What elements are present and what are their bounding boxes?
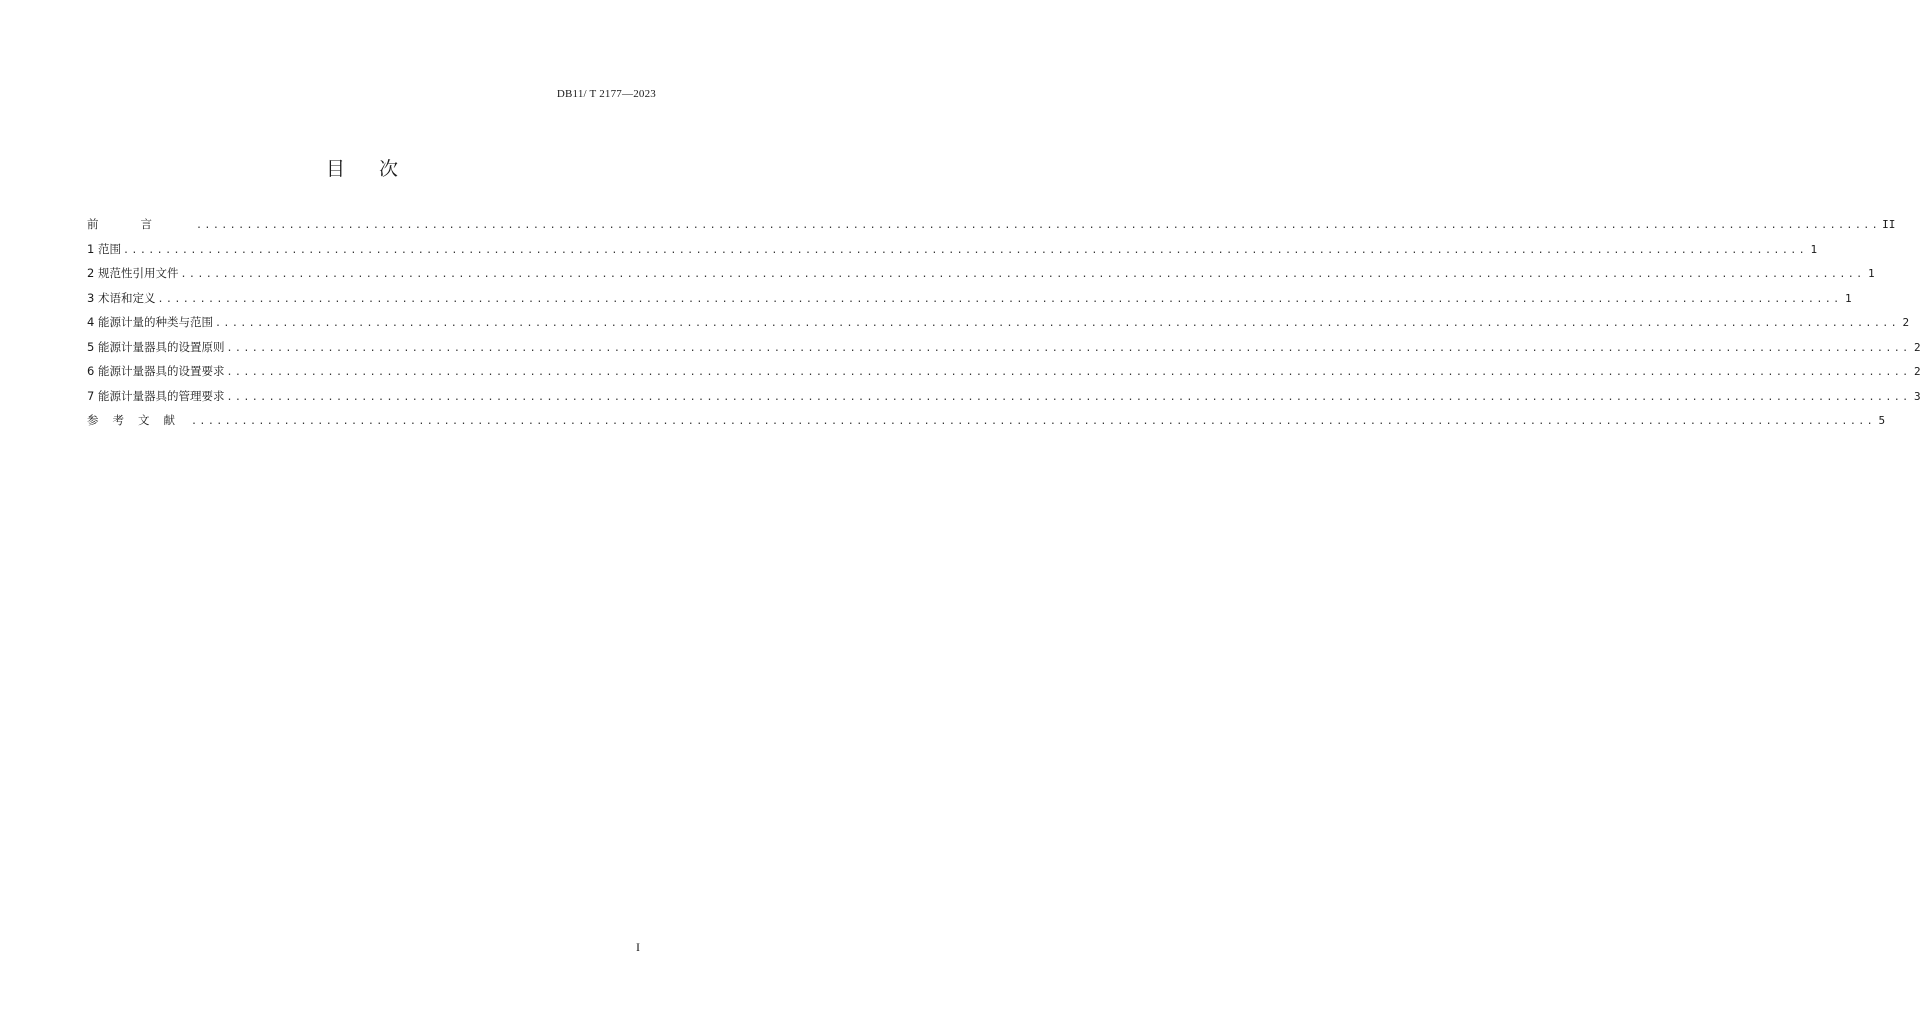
table-of-contents (87, 216, 1921, 437)
toc-entry[interactable] (87, 339, 1921, 364)
toc-entry-page: 1 (1810, 242, 1818, 256)
toc-leader-dots: ........................................................................................................................................................................................................ (226, 391, 1911, 403)
toc-entry-page: 3 (1913, 389, 1921, 403)
toc-entry-label: 6 能源计量器具的设置要求 (87, 364, 225, 378)
toc-leader-dots: ........................................................................................................................................................................................................ (180, 269, 1865, 280)
toc-entry-page: 2 (1913, 365, 1921, 378)
toc-leader-dots: ........................................................................................................................................................................................................ (196, 220, 1881, 231)
toc-entry-label: 前言 (87, 217, 194, 231)
toc-entry-page: 2 (1913, 340, 1921, 354)
page-title (0, 154, 724, 181)
toc-entry[interactable] (87, 216, 1896, 241)
toc-entry[interactable] (87, 388, 1921, 413)
toc-leader-dots: ........................................................................................................................................................................................................ (226, 342, 1911, 354)
toc-entry-label: 7 能源计量器具的管理要求 (87, 388, 225, 403)
toc-entry-label: 1 范围 (87, 241, 121, 256)
toc-entry[interactable] (87, 265, 1875, 290)
toc-entry-page: 1 (1844, 291, 1852, 305)
toc-leader-dots: ........................................................................................................................................................................................................ (157, 293, 1842, 305)
toc-entry-label: 参考文献 (87, 413, 189, 427)
document-code: DB11/ T 2177—2023 (556, 88, 656, 100)
toc-entry[interactable] (87, 290, 1852, 315)
toc-entry-label: 3 术语和定义 (87, 290, 156, 305)
toc-entry-label: 5 能源计量器具的设置原则 (87, 339, 225, 354)
toc-leader-dots: ........................................................................................................................................................................................................ (191, 416, 1876, 427)
toc-entry[interactable] (87, 363, 1921, 388)
toc-entry[interactable] (87, 241, 1818, 266)
toc-leader-dots: ........................................................................................................................................................................................................ (122, 244, 1808, 256)
title-char-1: 目 (325, 158, 345, 180)
toc-entry-label: 2 规范性引用文件 (87, 266, 179, 280)
page-number: I (636, 940, 640, 954)
toc-entry[interactable] (87, 412, 1886, 437)
title-char-2: 次 (379, 158, 399, 180)
toc-entry-page: 5 (1878, 414, 1886, 427)
toc-entry-page: 1 (1867, 267, 1875, 280)
toc-leader-dots: ........................................................................................................................................................................................................ (226, 367, 1911, 378)
toc-leader-dots: ........................................................................................................................................................................................................ (214, 318, 1900, 329)
toc-entry-page: 2 (1902, 316, 1910, 329)
toc-entry-page: II (1882, 218, 1896, 231)
toc-entry[interactable] (87, 314, 1910, 339)
toc-entry-label: 4 能源计量的种类与范围 (87, 315, 213, 329)
